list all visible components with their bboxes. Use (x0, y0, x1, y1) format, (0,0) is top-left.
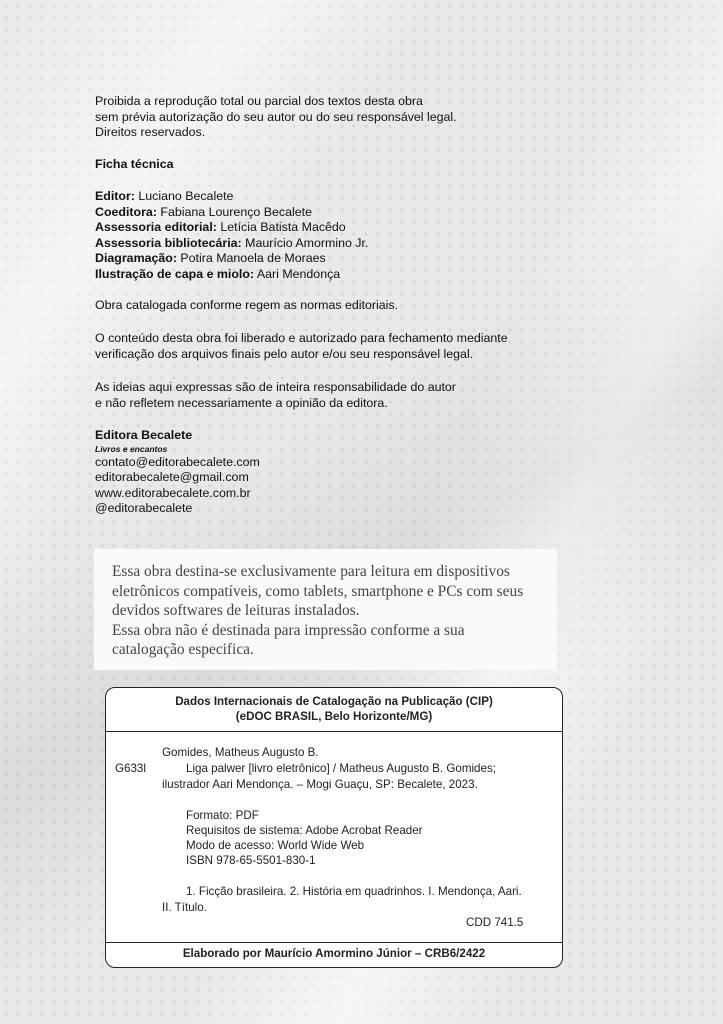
cip-divider (106, 731, 562, 732)
catalog-note: Obra catalogada conforme regem as normas editoriais. (95, 298, 399, 312)
credit-name: Aari Mendonça (254, 266, 341, 281)
credit-name: Maurício Amormino Jr. (241, 235, 369, 250)
credit-role: Ilustração de capa e miolo: (95, 266, 255, 281)
rights-line: Proibida a reprodução total ou parcial dos textos desta obra (95, 94, 423, 108)
credit-role: Coeditora: (95, 204, 157, 219)
notice-line: eletrônicos compatíveis, como tablets, smartphone e PCs com seus (112, 582, 524, 600)
credit-name: Fabiana Lourenço Becalete (156, 204, 312, 219)
ficha-title: Ficha técnica (95, 157, 174, 171)
credit-editorial (95, 220, 368, 236)
release-note (95, 331, 508, 362)
cip-requirements: Requisitos de sistema: Adobe Acrobat Reader (186, 824, 423, 837)
publisher-social-handle[interactable]: @editorabecalete (95, 501, 193, 516)
rights-statement (95, 94, 457, 141)
credit-illustration (95, 267, 368, 283)
publisher-tagline: Livros e encantos (95, 443, 168, 454)
credit-coeditor (95, 205, 368, 221)
credit-name: Potira Manoela de Moraes (176, 251, 326, 266)
release-line: verificação dos arquivos finais pelo autor e/ou seu responsável legal. (95, 346, 474, 361)
cip-header (106, 688, 562, 724)
cip-subjects: 1. Ficção brasileira. 2. História em quadrinhos. I. Mendonça, Aari. (186, 885, 522, 898)
notice-line: catalogação especifica. (112, 641, 254, 658)
credit-role: Editor: (95, 189, 135, 203)
credit-role: Diagramação: (95, 251, 177, 266)
publisher-name: Editora Becalete (95, 428, 193, 442)
credit-editor (95, 189, 368, 205)
cip-footer: Elaborado por Maurício Amormino Júnior – CRB6/2422 (182, 947, 486, 960)
cip-divider (106, 942, 562, 943)
cip-access-mode: Modo de acesso: World Wide Web (186, 839, 365, 852)
cip-author: Gomides, Matheus Augusto B. (162, 746, 319, 759)
cip-format: Formato: PDF (186, 809, 259, 822)
publisher-website-link[interactable]: www.editorabecalete.com.br (95, 485, 251, 500)
notice-line: Essa obra não é destinada para impressão conforme a sua (112, 621, 465, 639)
publisher-info (95, 428, 260, 517)
cip-call-number: G633l (115, 762, 146, 775)
rights-line: Direitos reservados. (95, 125, 206, 140)
cip-isbn: ISBN 978-65-5501-830-1 (186, 854, 316, 867)
ebook-notice (94, 549, 557, 670)
credit-library (95, 236, 368, 252)
cip-catalog-card (105, 687, 563, 968)
credit-name: Letícia Batista Macêdo (216, 220, 346, 235)
cip-title-line: ilustrador Aari Mendonça. – Mogi Guaçu, SP: Becalete, 2023. (162, 778, 478, 791)
credit-name: Luciano Becalete (134, 189, 234, 203)
publisher-gmail-link[interactable]: editorabecalete@gmail.com (95, 470, 249, 485)
cip-cdd: CDD 741.5 (466, 916, 524, 929)
cip-header-title: Dados Internacionais de Catalogação na Publicação (CIP) (175, 695, 493, 708)
opinion-line: e não refletem necessariamente a opinião da editora. (95, 395, 388, 410)
cip-title-line: Liga palwer [livro eletrônico] / Matheus Augusto B. Gomides; (186, 762, 496, 775)
opinion-line: As ideias aqui expressas são de inteira responsabilidade do autor (95, 380, 456, 394)
cip-subjects: II. Título. (162, 901, 207, 914)
credit-role: Assessoria editorial: (95, 220, 217, 235)
publisher-email-link[interactable]: contato@editorabecalete.com (95, 454, 260, 469)
notice-line: Essa obra destina-se exclusivamente para leitura em dispositivos (112, 563, 510, 580)
rights-line: sem prévia autorização do seu autor ou do seu responsável legal. (95, 109, 457, 124)
credit-role: Assessoria bibliotecária: (95, 235, 242, 250)
opinion-note (95, 380, 456, 411)
cip-header-source: (eDOC BRASIL, Belo Horizonte/MG) (235, 710, 433, 723)
notice-line: devidos softwares de leituras instalados. (112, 602, 360, 619)
credits-list (95, 189, 368, 283)
credit-layout (95, 251, 368, 267)
release-line: O conteúdo desta obra foi liberado e autorizado para fechamento mediante (95, 331, 508, 345)
